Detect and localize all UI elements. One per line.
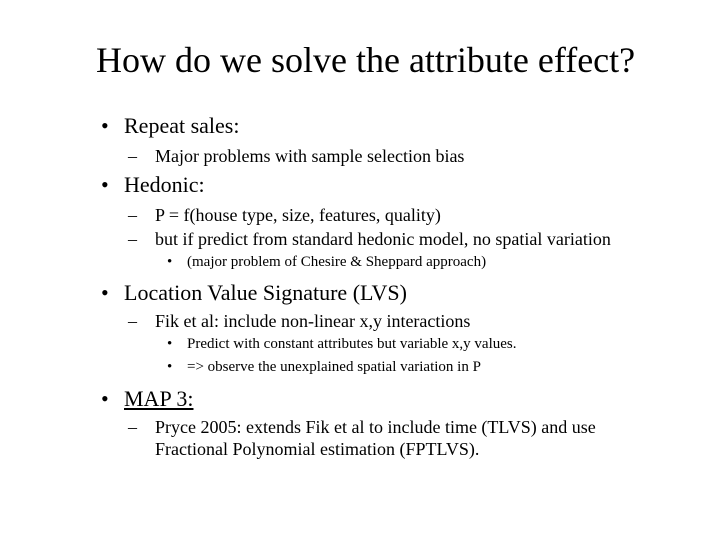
bullet-dot: • <box>101 280 109 305</box>
bullet-dot-small: • <box>167 336 173 352</box>
sub-sub-bullet-observe: => observe the unexplained spatial variation in P <box>187 359 481 375</box>
sub-sub-bullet-chesire-sheppard: (major problem of Chesire & Sheppard approach) <box>187 254 487 270</box>
bullet-lvs: Location Value Signature (LVS) <box>124 280 407 305</box>
sub-bullet-pryce-line1: Pryce 2005: extends Fik et al to include time (TLVS) and use <box>155 417 596 437</box>
bullet-dot-small: • <box>167 254 173 270</box>
bullet-dash: – <box>128 417 137 437</box>
map3-link[interactable]: MAP 3: <box>124 386 194 411</box>
sub-bullet-sample-selection: Major problems with sample selection bias <box>155 146 465 166</box>
bullet-dash: – <box>128 229 137 249</box>
sub-bullet-hedonic-formula: P = f(house type, size, features, quality) <box>155 205 441 225</box>
bullet-dash: – <box>128 311 137 331</box>
bullet-repeat-sales: Repeat sales: <box>124 113 240 138</box>
bullet-dash: – <box>128 146 137 166</box>
sub-sub-bullet-predict: Predict with constant attributes but variable x,y values. <box>187 336 517 352</box>
slide-title: How do we solve the attribute effect? <box>96 40 636 80</box>
sub-bullet-fik-et-al: Fik et al: include non-linear x,y interactions <box>155 311 471 331</box>
bullet-dot: • <box>101 386 109 411</box>
bullet-dot: • <box>101 172 109 197</box>
bullet-dot-small: • <box>167 359 173 375</box>
sub-bullet-no-spatial-variation: but if predict from standard hedonic model, no spatial variation <box>155 229 611 249</box>
bullet-dot: • <box>101 113 109 138</box>
sub-bullet-pryce-line2: Fractional Polynomial estimation (FPTLVS). <box>155 439 480 459</box>
bullet-hedonic: Hedonic: <box>124 172 205 197</box>
bullet-dash: – <box>128 205 137 225</box>
